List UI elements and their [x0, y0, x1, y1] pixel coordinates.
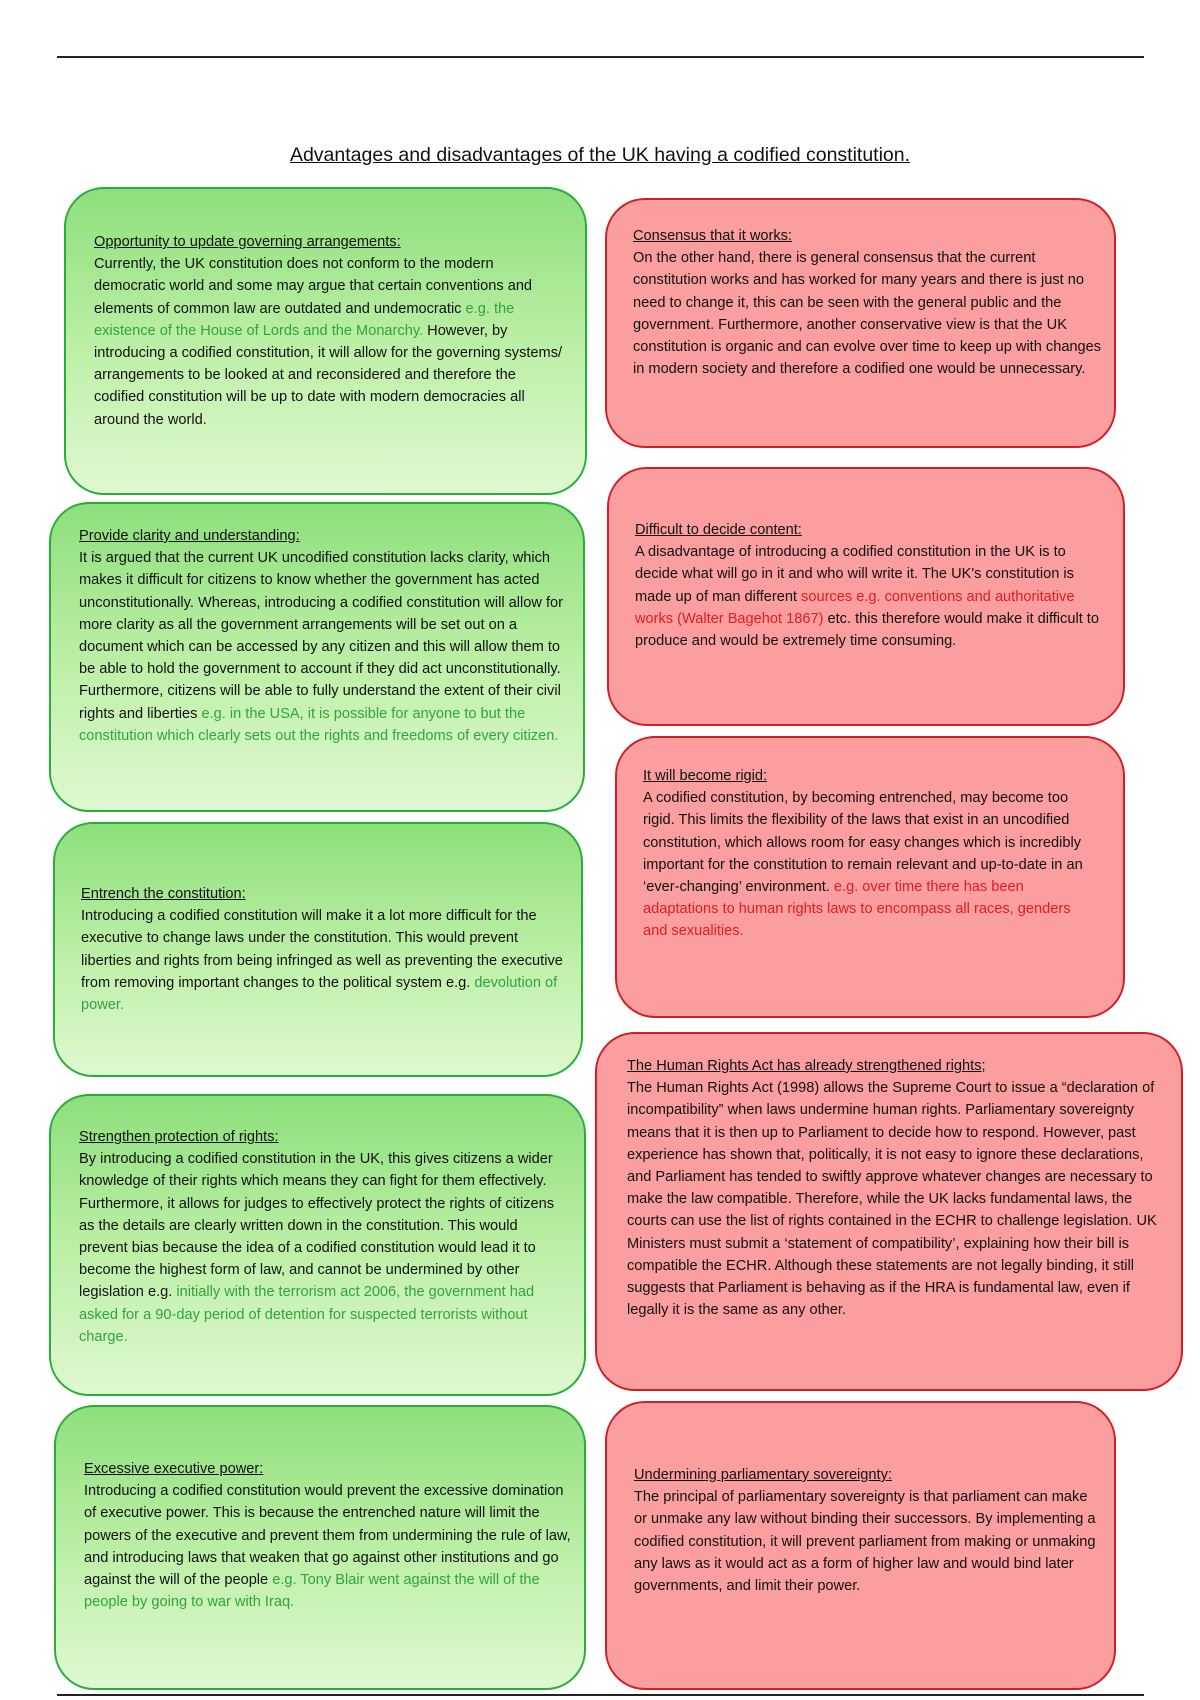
advantage-heading: Entrench the constitution: [81, 886, 246, 902]
disadvantage-text: A codified constitution, by becoming entrenched, may become too rigid. This limits the flexibility of the laws that exist in an uncodified constitution, which allows room for easy changes which is incredibly important for the constitution to remain relevant and up-to-date in an ‘ever-changing’ environment. [643, 790, 1083, 896]
bottom-rule [57, 1694, 1144, 1696]
advantage-box-protection-of-rights [49, 1094, 586, 1396]
disadvantage-text: The principal of parliamentary sovereignty is that parliament can make or unmake any law without binding their successors. By implementing a codified constitution, it will prevent parliament from making or unmaking any laws as it would act as a form of higher law and would bind later governments, and limit their power. [634, 1489, 1096, 1595]
page-title: Advantages and disadvantages of the UK having a codified constitution. [289, 144, 911, 166]
disadvantage-box-sovereignty [605, 1401, 1116, 1690]
disadvantage-box-consensus [605, 198, 1116, 448]
advantage-text: By introducing a codified constitution in the UK, this gives citizens a wider knowledge of their rights which means they can fight for them effectively. Furthermore, it allows for judges to effectively protect the rights of citizens as the details are clearly written down in the constitution. This would prevent bias because the idea of a codified constitution would lead it to become the highest form of law, and cannot be undermined by other legislation e.g. [79, 1151, 555, 1301]
advantage-example: e.g. in the USA, it is possible for anyone to but the constitution which clearly sets out the rights and freedoms of every citizen. [79, 705, 559, 744]
disadvantage-text: A disadvantage of introducing a codified constitution in the UK is to decide what will go in it and who will write it. The UK's constitution is made up of man different [635, 544, 1074, 605]
advantage-heading: Strengthen protection of rights: [79, 1129, 279, 1145]
disadvantage-box-human-rights-act [595, 1032, 1183, 1391]
advantage-box-clarity [49, 502, 585, 812]
advantage-example: initially with the terrorism act 2006, the government had asked for a 90-day period of detention for suspected terrorists without charge. [79, 1284, 535, 1345]
disadvantage-heading: Consensus that it works: [633, 228, 792, 244]
advantage-box-update-arrangements [64, 187, 587, 495]
advantage-text: Introducing a codified constitution will make it a lot more difficult for the executive to change laws under the constitution. This would prevent liberties and rights from being infringed as well as preventing the executive from removing important changes to the political system e.g. [81, 908, 563, 991]
disadvantage-text: On the other hand, there is general consensus that the current constitution works and has worked for many years and there is just no need to change it, this can be seen with the general public and the government. Furthermore, another conservative view is that the UK constitution is organic and can evolve over time to keep up with changes in modern society and therefore a codified one would be unnecessary. [633, 250, 1102, 378]
disadvantage-heading: Difficult to decide content: [635, 522, 802, 538]
disadvantage-box-content [607, 467, 1125, 726]
advantage-text: Currently, the UK constitution does not conform to the modern democratic world and some may argue that certain conventions and elements of common law are outdated and undemocratic [94, 256, 533, 317]
disadvantage-example: sources e.g. conventions and authoritative works (Walter Bagehot 1867) [635, 588, 1075, 627]
disadvantage-heading: The Human Rights Act has already strengthened rights; [627, 1058, 986, 1074]
advantage-box-executive-power [54, 1405, 586, 1690]
advantage-text: It is argued that the current UK uncodified constitution lacks clarity, which makes it difficult for citizens to know whether the government has acted unconstitutionally. Whereas, introducing a codified constitution will allow for more clarity as all the government arrangements will be set out on a document which can be accessed by any citizen and this will allow them to be able to hold the government to account if they did act unconstitutionally. Furthermore, citizens will be able to fully understand the extent of their civil rights and liberties [79, 550, 564, 722]
disadvantage-example: e.g. over time there has been adaptations to human rights laws to encompass all races, genders and sexualities. [643, 879, 1071, 940]
disadvantage-heading: It will become rigid: [643, 768, 768, 784]
advantage-box-entrench [53, 822, 583, 1077]
advantage-example: e.g. Tony Blair went against the will of the people by going to war with Iraq. [84, 1572, 540, 1611]
disadvantage-heading: Undermining parliamentary sovereignty: [634, 1467, 892, 1483]
advantage-text: Introducing a codified constitution would prevent the excessive domination of executive power. This is because the entrenched nature will limit the powers of the executive and prevent them from undermining the rule of law, and introducing laws that weaken that go against other institutions and go against the will of the people [84, 1483, 571, 1589]
disadvantage-text-continued: etc. this therefore would make it difficult to produce and would be extremely time consuming. [635, 610, 1099, 650]
advantage-text-continued: However, by introducing a codified constitution, it will allow for the governing systems/ arrangements to be looked at and reconsidered and therefore the codified constitution will be up to date with modern democracies all around the world. [94, 322, 563, 428]
advantage-heading: Opportunity to update governing arrangements: [94, 234, 401, 250]
disadvantage-box-rigid [615, 736, 1125, 1018]
advantage-example: e.g. the existence of the House of Lords and the Monarchy. [94, 300, 515, 339]
top-rule [57, 56, 1144, 58]
advantage-example: devolution of power. [81, 974, 558, 1014]
advantage-heading: Provide clarity and understanding: [79, 528, 300, 544]
advantage-heading: Excessive executive power: [84, 1461, 264, 1477]
disadvantage-text: The Human Rights Act (1998) allows the Supreme Court to issue a “declaration of incompatibility” when laws undermine human rights. Parliamentary sovereignty means that it is then up to Parliament to decide how to respond. However, past experience has shown that, politically, it is not easy to ignore these declarations, and Parliament has tended to swiftly approve whatever changes are necessary to make the law compatible. Therefore, while the UK lacks fundamental laws, the courts can use the list of rights contained in the ECHR to challenge legislation. UK Ministers must submit a ‘statement of compatibility’, explaining how their bill is compatible the ECHR. Although these statements are not legally binding, it still suggests that Parliament is behaving as if the HRA is fundamental law, even if legally it is the same as any other. [627, 1080, 1157, 1319]
